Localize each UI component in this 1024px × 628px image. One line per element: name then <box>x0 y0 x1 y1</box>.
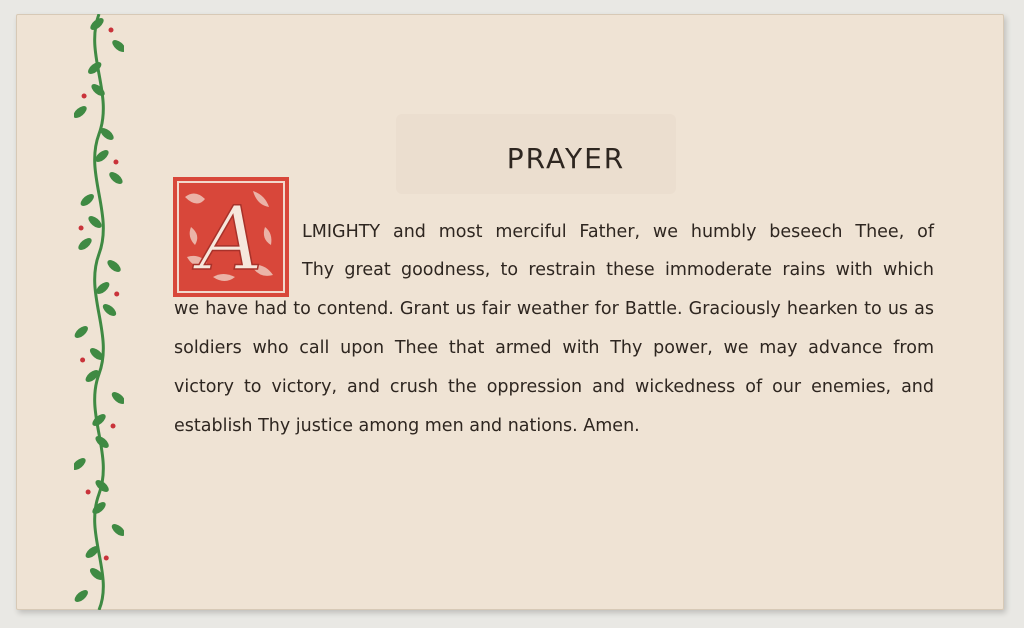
holly-leaf-icon <box>107 170 124 186</box>
holly-leaf-icon <box>74 324 90 340</box>
prayer-card <box>16 14 1004 610</box>
holly-leaf-icon <box>90 500 107 516</box>
prayer-line: establish Thy justice among men and nations. Amen. <box>174 416 640 436</box>
holly-berry-icon <box>82 94 87 99</box>
holly-leaf-icon <box>86 60 103 76</box>
prayer-line: LMIGHTY and most merciful Father, we humbly beseech Thee, of <box>302 222 934 242</box>
holly-leaf-icon <box>79 192 96 208</box>
prayer-line: soldiers who call upon Thee that armed with Thy power, we may advance from <box>174 338 934 358</box>
holly-berry-icon <box>79 226 84 231</box>
holly-leaf-icon <box>74 456 88 472</box>
holly-berry-icon <box>113 160 118 165</box>
prayer-line: victory to victory, and crush the oppression and wickedness of our enemies, and <box>174 377 934 397</box>
prayer-line: Thy great goodness, to restrain these immoderate rains with which <box>302 260 934 280</box>
holly-leaf-icon <box>74 104 89 120</box>
drop-cap-a-icon <box>173 177 289 297</box>
holly-berry-icon <box>80 358 85 363</box>
holly-berry-icon <box>104 556 109 561</box>
holly-berry-icon <box>114 292 119 297</box>
holly-leaf-icon <box>89 82 106 98</box>
holly-leaf-icon <box>110 38 124 54</box>
svg-text:A: A <box>199 187 263 290</box>
holly-leaf-icon <box>76 236 93 252</box>
holly-leaf-icon <box>110 522 124 538</box>
holly-leaf-icon <box>105 258 122 274</box>
holly-vine-border-icon <box>74 14 124 610</box>
holly-berry-icon <box>111 424 116 429</box>
holly-leaf-icon <box>110 390 124 406</box>
prayer-line: we have had to contend. Grant us fair weather for Battle. Graciously hearken to us as <box>174 299 934 319</box>
prayer-title: PRAYER <box>506 142 626 175</box>
holly-berry-icon <box>86 490 91 495</box>
holly-leaf-icon <box>101 302 118 318</box>
holly-berry-icon <box>109 28 114 33</box>
holly-leaf-icon <box>74 588 90 604</box>
